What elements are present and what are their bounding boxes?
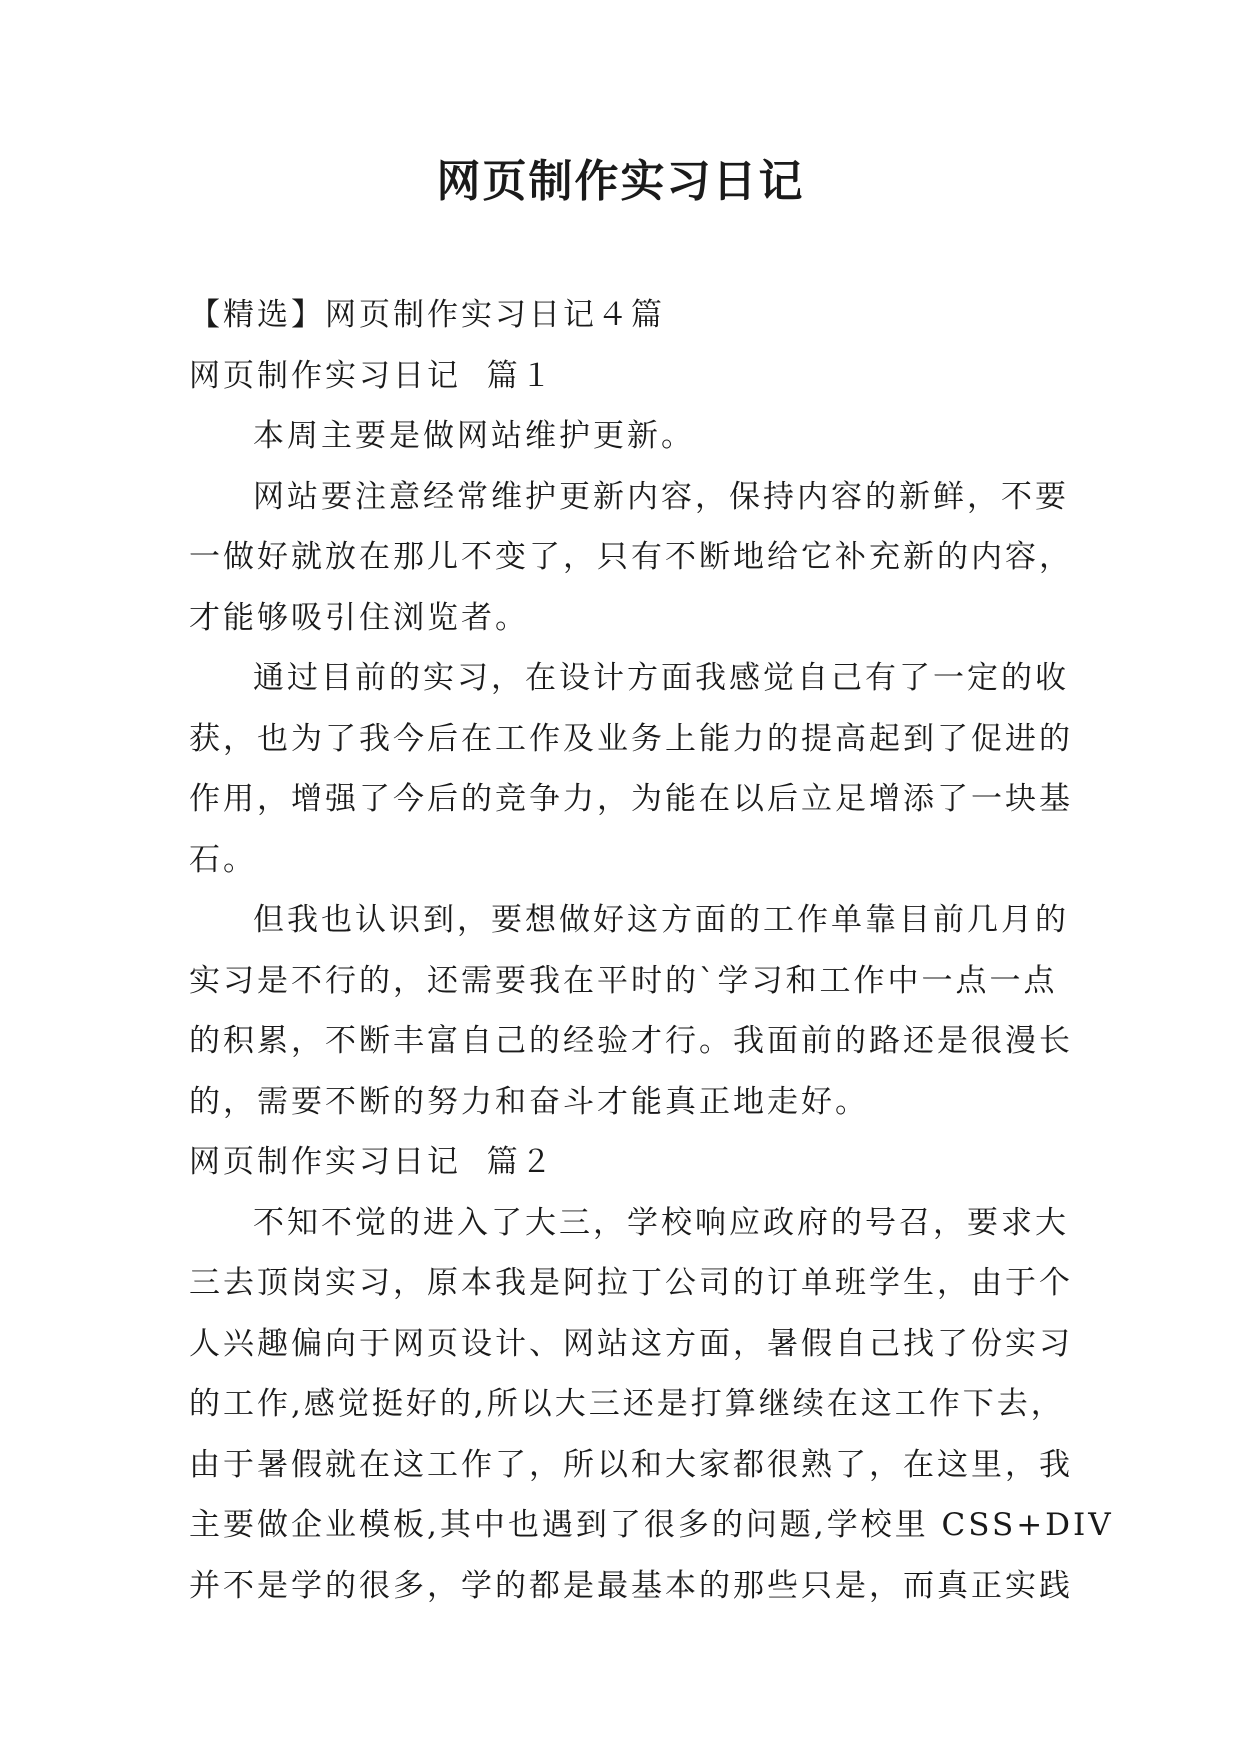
- paragraph-line: 本周主要是做网站维护更新。: [253, 418, 695, 454]
- paragraph: [189, 467, 1073, 649]
- document-title: 网页制作实习日记: [436, 156, 805, 207]
- paragraph-line: 并不是学的很多，学的都是最基本的那些只是，而真正实践: [189, 1567, 1073, 1604]
- paragraph-line: 主要做企业模板,其中也遇到了很多的问题,学校里 CSS+DIV: [189, 1507, 1114, 1543]
- paragraph-line: 网站要注意经常维护更新内容，保持内容的新鲜，不要: [253, 478, 1069, 515]
- paragraph: [189, 648, 1073, 890]
- paragraph-line: 的，需要不断的努力和奋斗才能真正地走好。: [189, 1083, 869, 1120]
- paragraph: [189, 890, 1073, 1132]
- paragraph-line: 通过目前的实习，在设计方面我感觉自己有了一定的收: [253, 660, 1069, 696]
- intro-line: 【精选】网页制作实习日记４篇: [189, 297, 665, 333]
- paragraph-line: 由于暑假就在这工作了，所以和大家都很熟了，在这里，我: [189, 1446, 1073, 1483]
- section-heading: 网页制作实习日记 篇２: [189, 1144, 555, 1180]
- paragraph: [189, 1193, 1114, 1617]
- paragraph-line: 人兴趣偏向于网页设计、网站这方面，暑假自己找了份实习: [189, 1325, 1073, 1362]
- paragraph-line: 不知不觉的进入了大三，学校响应政府的号召，要求大: [253, 1204, 1069, 1241]
- paragraph-line: 的积累，不断丰富自己的经验才行。我面前的路还是很漫长: [189, 1023, 1073, 1059]
- paragraph-line: 实习是不行的，还需要我在平时的`学习和工作中一点一点: [189, 962, 1058, 999]
- paragraph-line: 作用，增强了今后的竞争力，为能在以后立足增添了一块基: [189, 781, 1073, 817]
- paragraph-line: 石。: [189, 841, 257, 878]
- paragraph-line: 三去顶岗实习，原本我是阿拉丁公司的订单班学生，由于个: [189, 1265, 1073, 1301]
- paragraph-line: 的工作,感觉挺好的,所以大三还是打算继续在这工作下去，: [189, 1386, 1065, 1422]
- section-heading: 网页制作实习日记 篇１: [189, 357, 555, 394]
- paragraph-line: 获，也为了我今后在工作及业务上能力的提高起到了促进的: [189, 720, 1073, 757]
- paragraph-line: 一做好就放在那儿不变了，只有不断地给它补充新的内容，: [189, 539, 1073, 575]
- paragraph: [189, 406, 1055, 467]
- document-body: [189, 285, 1114, 1616]
- paragraph-line: 才能够吸引住浏览者。: [189, 599, 529, 636]
- paragraph-line: 但我也认识到，要想做好这方面的工作单靠目前几月的: [253, 902, 1069, 938]
